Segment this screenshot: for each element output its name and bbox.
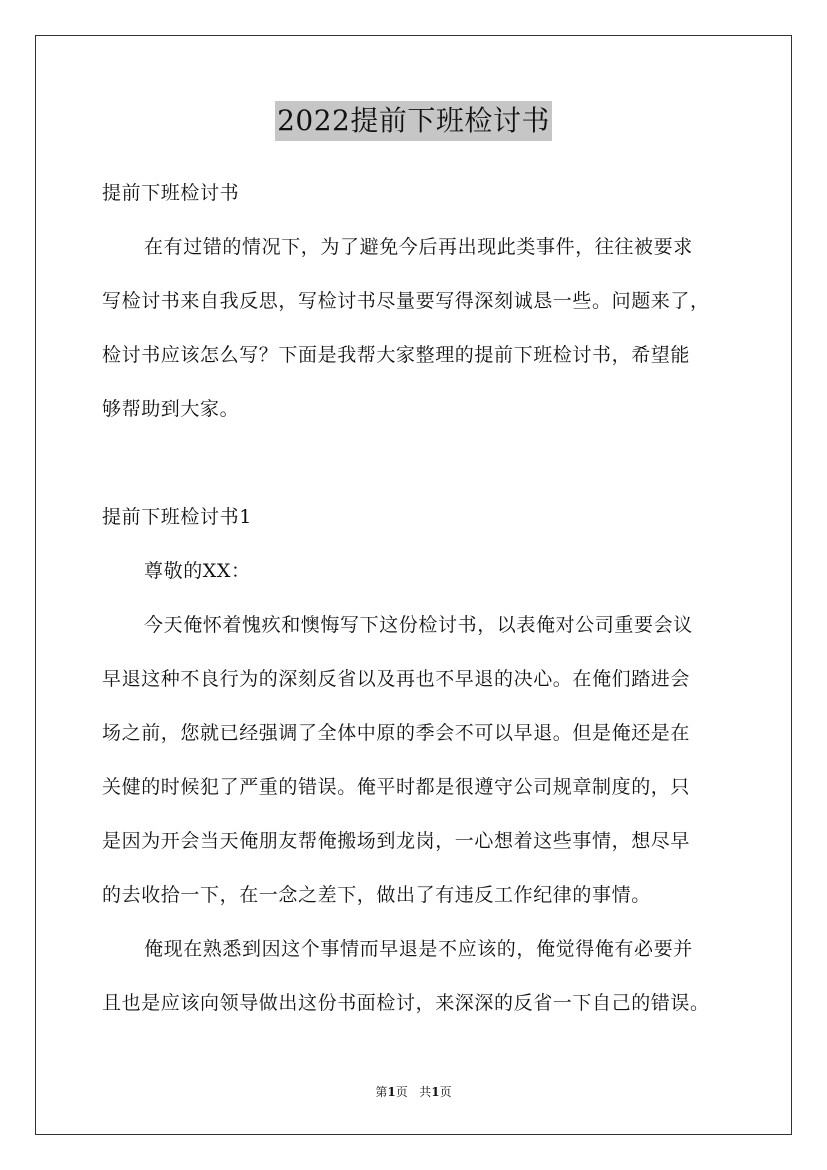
footer-page-number: 1: [387, 1085, 396, 1099]
body-line-6: 的去收拾一下，在一念之差下，做出了有违反工作纪律的事情。: [102, 884, 651, 906]
body-line-4: 关健的时候犯了严重的错误。俺平时都是很遵守公司规章制度的，只: [102, 776, 691, 798]
footer-total-suffix: 页: [439, 1085, 452, 1099]
intro-line-4: 够帮助到大家。: [102, 398, 240, 420]
footer-page-suffix: 页: [395, 1085, 408, 1099]
document-subtitle: 提前下班检讨书: [102, 182, 240, 204]
body-line-1: 今天俺怀着愧疚和懊悔写下这份检讨书，以表俺对公司重要会议: [144, 614, 693, 636]
body-line-2: 早退这种不良行为的深刻反省以及再也不早退的决心。在俺们踏进会: [102, 668, 691, 690]
intro-line-1: 在有过错的情况下，为了避免今后再出现此类事件，往往被要求: [144, 236, 693, 258]
intro-line-3: 检讨书应该怎么写？下面是我帮大家整理的提前下班检讨书，希望能: [102, 344, 691, 366]
section-heading: 提前下班检讨书1: [102, 506, 252, 528]
document-title: 2022提前下班检讨书: [275, 101, 552, 141]
footer-total-number: 1: [431, 1085, 440, 1099]
body-line-5: 是因为开会当天俺朋友帮俺搬场到龙岗，一心想着这些事情，想尽早: [102, 830, 691, 852]
intro-line-2: 写检讨书来自我反思，写检讨书尽量要写得深刻诚恳一些。问题来了，: [102, 290, 710, 312]
body-line-7: 俺现在熟悉到因这个事情而早退是不应该的，俺觉得俺有必要并: [144, 938, 693, 960]
body-line-3: 场之前，您就已经强调了全体中原的季会不可以早退。但是俺还是在: [102, 722, 691, 744]
footer-total-prefix: 共: [419, 1085, 432, 1099]
body-line-8: 且也是应该向领导做出这份书面检讨，来深深的反省一下自己的错误。: [102, 992, 710, 1014]
page-footer: [0, 1084, 827, 1100]
footer-page-prefix: 第: [375, 1085, 388, 1099]
salutation: 尊敬的XX：: [144, 560, 251, 582]
title-container: [0, 101, 827, 141]
